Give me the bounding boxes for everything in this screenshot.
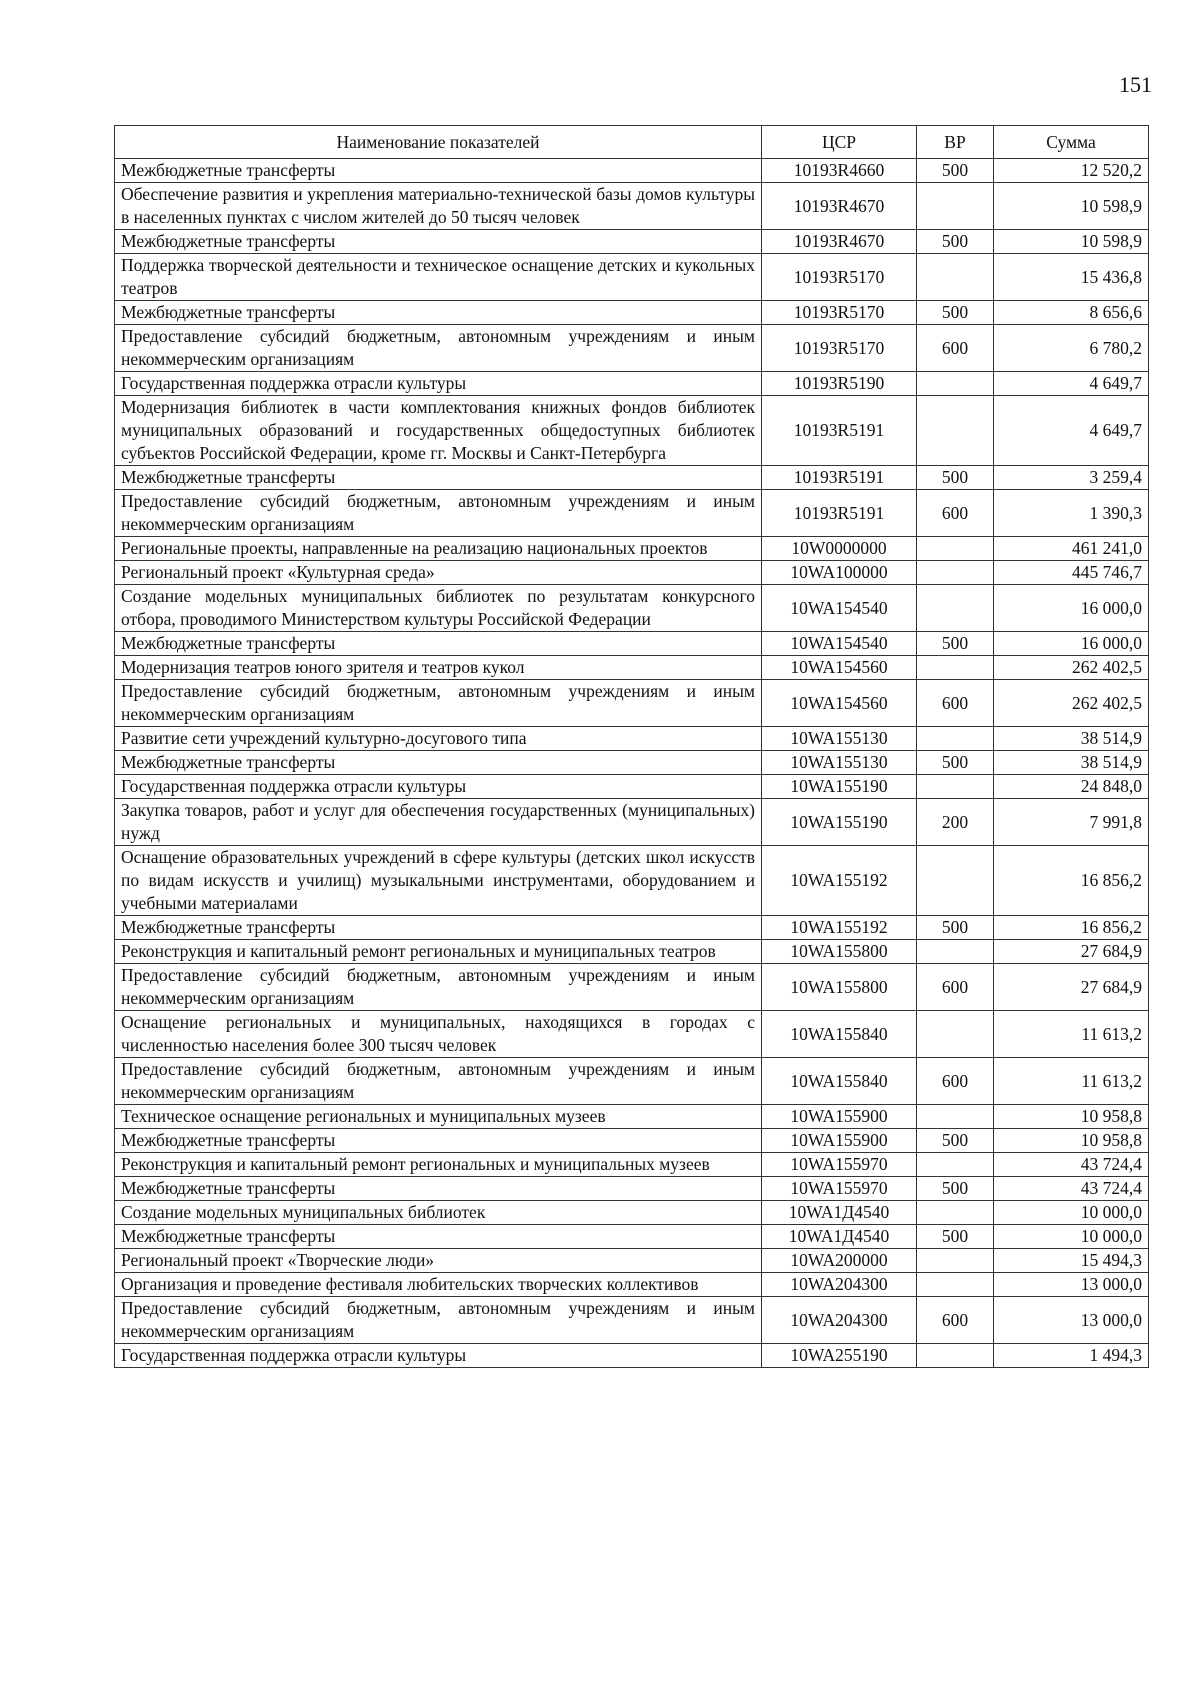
cell-sum: 8 656,6 <box>994 301 1149 325</box>
cell-vr: 500 <box>917 230 994 254</box>
cell-vr: 500 <box>917 1225 994 1249</box>
cell-sum: 6 780,2 <box>994 325 1149 372</box>
table-row <box>115 466 1149 490</box>
cell-code: 10W0000000 <box>762 537 917 561</box>
table-row <box>115 751 1149 775</box>
table-row <box>115 372 1149 396</box>
cell-sum: 43 724,4 <box>994 1177 1149 1201</box>
cell-sum: 16 000,0 <box>994 585 1149 632</box>
cell-name: Региональный проект «Культурная среда» <box>115 561 762 585</box>
table-row <box>115 230 1149 254</box>
cell-code: 10WA155192 <box>762 916 917 940</box>
table-row <box>115 1273 1149 1297</box>
cell-vr <box>917 396 994 466</box>
header-code: ЦСР <box>762 126 917 159</box>
table-row <box>115 585 1149 632</box>
header-sum: Сумма <box>994 126 1149 159</box>
cell-name: Модернизация библиотек в части комплектования книжных фондов библиотек муниципальных образований и государственных общедоступных библиотек субъектов Российской Федерации, кроме гг. Москвы и Санкт-Петербурга <box>115 396 762 466</box>
cell-name: Предоставление субсидий бюджетным, автономным учреждениям и иным некоммерческим организациям <box>115 490 762 537</box>
table-row <box>115 727 1149 751</box>
cell-name: Государственная поддержка отрасли культуры <box>115 775 762 799</box>
cell-vr: 500 <box>917 1177 994 1201</box>
cell-vr: 500 <box>917 751 994 775</box>
cell-sum: 10 000,0 <box>994 1201 1149 1225</box>
cell-code: 10WA155130 <box>762 751 917 775</box>
cell-name: Техническое оснащение региональных и муниципальных музеев <box>115 1105 762 1129</box>
cell-name: Закупка товаров, работ и услуг для обеспечения государственных (муниципальных) нужд <box>115 799 762 846</box>
cell-sum: 4 649,7 <box>994 372 1149 396</box>
table-row <box>115 1011 1149 1058</box>
cell-code: 10WA200000 <box>762 1249 917 1273</box>
cell-sum: 27 684,9 <box>994 940 1149 964</box>
table-row <box>115 1058 1149 1105</box>
cell-vr: 600 <box>917 325 994 372</box>
table-row <box>115 1344 1149 1368</box>
table-row <box>115 301 1149 325</box>
table-row <box>115 964 1149 1011</box>
cell-sum: 262 402,5 <box>994 656 1149 680</box>
cell-sum: 43 724,4 <box>994 1153 1149 1177</box>
cell-sum: 38 514,9 <box>994 727 1149 751</box>
cell-code: 10WA1Д4540 <box>762 1201 917 1225</box>
cell-sum: 3 259,4 <box>994 466 1149 490</box>
cell-vr <box>917 846 994 916</box>
cell-code: 10WA155900 <box>762 1129 917 1153</box>
cell-vr <box>917 775 994 799</box>
cell-sum: 7 991,8 <box>994 799 1149 846</box>
cell-vr <box>917 585 994 632</box>
cell-code: 10WA154540 <box>762 632 917 656</box>
cell-vr: 500 <box>917 159 994 183</box>
cell-name: Предоставление субсидий бюджетным, автономным учреждениям и иным некоммерческим организациям <box>115 964 762 1011</box>
cell-code: 10WA204300 <box>762 1297 917 1344</box>
cell-name: Межбюджетные трансферты <box>115 916 762 940</box>
cell-code: 10193R5191 <box>762 490 917 537</box>
cell-name: Поддержка творческой деятельности и техническое оснащение детских и кукольных театров <box>115 254 762 301</box>
cell-sum: 10 958,8 <box>994 1105 1149 1129</box>
cell-code: 10WA155130 <box>762 727 917 751</box>
cell-name: Оснащение региональных и муниципальных, находящихся в городах с численностью населения более 300 тысяч человек <box>115 1011 762 1058</box>
cell-code: 10193R5191 <box>762 466 917 490</box>
header-name: Наименование показателей <box>115 126 762 159</box>
cell-vr: 600 <box>917 490 994 537</box>
cell-name: Межбюджетные трансферты <box>115 1129 762 1153</box>
cell-code: 10WA155800 <box>762 964 917 1011</box>
cell-vr <box>917 940 994 964</box>
cell-vr <box>917 254 994 301</box>
table-body <box>115 159 1149 1368</box>
cell-name: Межбюджетные трансферты <box>115 1225 762 1249</box>
cell-name: Оснащение образовательных учреждений в сфере культуры (детских школ искусств по видам искусств и училищ) музыкальными инструментами, оборудованием и учебными материалами <box>115 846 762 916</box>
cell-name: Межбюджетные трансферты <box>115 466 762 490</box>
cell-code: 10193R4670 <box>762 183 917 230</box>
cell-name: Реконструкция и капитальный ремонт региональных и муниципальных музеев <box>115 1153 762 1177</box>
cell-sum: 262 402,5 <box>994 680 1149 727</box>
cell-sum: 15 436,8 <box>994 254 1149 301</box>
cell-vr <box>917 1153 994 1177</box>
table-row <box>115 680 1149 727</box>
cell-vr <box>917 1273 994 1297</box>
cell-code: 10193R5190 <box>762 372 917 396</box>
table-row <box>115 325 1149 372</box>
cell-sum: 15 494,3 <box>994 1249 1149 1273</box>
cell-sum: 11 613,2 <box>994 1058 1149 1105</box>
cell-code: 10WA155190 <box>762 775 917 799</box>
cell-vr <box>917 183 994 230</box>
cell-vr: 600 <box>917 1297 994 1344</box>
cell-name: Создание модельных муниципальных библиотек по результатам конкурсного отбора, проводимого Министерством культуры Российской Федерации <box>115 585 762 632</box>
cell-vr: 600 <box>917 964 994 1011</box>
table-header-row <box>115 126 1149 159</box>
table-row <box>115 799 1149 846</box>
cell-name: Предоставление субсидий бюджетным, автономным учреждениям и иным некоммерческим организациям <box>115 325 762 372</box>
budget-table <box>114 125 1149 1368</box>
table-row <box>115 1297 1149 1344</box>
cell-code: 10WA100000 <box>762 561 917 585</box>
cell-name: Предоставление субсидий бюджетным, автономным учреждениям и иным некоммерческим организациям <box>115 1297 762 1344</box>
cell-code: 10WA155900 <box>762 1105 917 1129</box>
table-row <box>115 940 1149 964</box>
table-row <box>115 916 1149 940</box>
cell-code: 10WA154540 <box>762 585 917 632</box>
cell-sum: 16 856,2 <box>994 916 1149 940</box>
table-row <box>115 396 1149 466</box>
cell-vr: 500 <box>917 632 994 656</box>
cell-vr: 500 <box>917 916 994 940</box>
cell-code: 10193R4670 <box>762 230 917 254</box>
cell-name: Модернизация театров юного зрителя и театров кукол <box>115 656 762 680</box>
cell-code: 10WA255190 <box>762 1344 917 1368</box>
cell-sum: 1 494,3 <box>994 1344 1149 1368</box>
cell-vr: 500 <box>917 301 994 325</box>
cell-vr <box>917 537 994 561</box>
cell-vr: 500 <box>917 1129 994 1153</box>
cell-sum: 11 613,2 <box>994 1011 1149 1058</box>
cell-name: Региональные проекты, направленные на реализацию национальных проектов <box>115 537 762 561</box>
table-row <box>115 1249 1149 1273</box>
cell-sum: 10 598,9 <box>994 183 1149 230</box>
cell-vr <box>917 372 994 396</box>
cell-vr <box>917 1249 994 1273</box>
cell-code: 10WA204300 <box>762 1273 917 1297</box>
cell-vr <box>917 1201 994 1225</box>
cell-sum: 16 000,0 <box>994 632 1149 656</box>
cell-sum: 24 848,0 <box>994 775 1149 799</box>
cell-sum: 12 520,2 <box>994 159 1149 183</box>
cell-sum: 4 649,7 <box>994 396 1149 466</box>
cell-name: Межбюджетные трансферты <box>115 751 762 775</box>
cell-code: 10WA155190 <box>762 799 917 846</box>
cell-sum: 445 746,7 <box>994 561 1149 585</box>
cell-name: Межбюджетные трансферты <box>115 230 762 254</box>
cell-code: 10WA155970 <box>762 1177 917 1201</box>
cell-sum: 1 390,3 <box>994 490 1149 537</box>
table-row <box>115 159 1149 183</box>
cell-vr: 600 <box>917 1058 994 1105</box>
cell-code: 10WA154560 <box>762 680 917 727</box>
cell-name: Развитие сети учреждений культурно-досугового типа <box>115 727 762 751</box>
cell-sum: 13 000,0 <box>994 1297 1149 1344</box>
table-row <box>115 846 1149 916</box>
cell-code: 10193R5191 <box>762 396 917 466</box>
cell-vr: 500 <box>917 466 994 490</box>
cell-code: 10WA155840 <box>762 1011 917 1058</box>
cell-code: 10WA1Д4540 <box>762 1225 917 1249</box>
table-row <box>115 1201 1149 1225</box>
cell-code: 10WA155970 <box>762 1153 917 1177</box>
table-row <box>115 632 1149 656</box>
cell-vr <box>917 1105 994 1129</box>
table-row <box>115 1105 1149 1129</box>
cell-name: Обеспечение развития и укрепления материально-технической базы домов культуры в населенных пунктах с числом жителей до 50 тысяч человек <box>115 183 762 230</box>
cell-code: 10WA155840 <box>762 1058 917 1105</box>
cell-vr <box>917 561 994 585</box>
cell-name: Предоставление субсидий бюджетным, автономным учреждениям и иным некоммерческим организациям <box>115 1058 762 1105</box>
cell-vr <box>917 1011 994 1058</box>
cell-name: Межбюджетные трансферты <box>115 632 762 656</box>
cell-code: 10193R5170 <box>762 325 917 372</box>
cell-code: 10193R5170 <box>762 254 917 301</box>
cell-code: 10WA155192 <box>762 846 917 916</box>
table-row <box>115 1225 1149 1249</box>
cell-code: 10193R4660 <box>762 159 917 183</box>
page-number: 151 <box>1119 72 1152 97</box>
cell-name: Создание модельных муниципальных библиотек <box>115 1201 762 1225</box>
cell-vr <box>917 727 994 751</box>
table-row <box>115 183 1149 230</box>
cell-name: Межбюджетные трансферты <box>115 1177 762 1201</box>
cell-sum: 38 514,9 <box>994 751 1149 775</box>
cell-code: 10193R5170 <box>762 301 917 325</box>
table-row <box>115 1129 1149 1153</box>
cell-vr: 200 <box>917 799 994 846</box>
cell-name: Организация и проведение фестиваля любительских творческих коллективов <box>115 1273 762 1297</box>
cell-name: Государственная поддержка отрасли культуры <box>115 1344 762 1368</box>
table-row <box>115 775 1149 799</box>
cell-sum: 10 958,8 <box>994 1129 1149 1153</box>
cell-sum: 13 000,0 <box>994 1273 1149 1297</box>
cell-sum: 10 598,9 <box>994 230 1149 254</box>
cell-name: Государственная поддержка отрасли культуры <box>115 372 762 396</box>
cell-vr: 600 <box>917 680 994 727</box>
cell-sum: 16 856,2 <box>994 846 1149 916</box>
table-row <box>115 656 1149 680</box>
cell-vr <box>917 1344 994 1368</box>
header-vr: ВР <box>917 126 994 159</box>
cell-name: Реконструкция и капитальный ремонт региональных и муниципальных театров <box>115 940 762 964</box>
cell-sum: 461 241,0 <box>994 537 1149 561</box>
cell-name: Предоставление субсидий бюджетным, автономным учреждениям и иным некоммерческим организациям <box>115 680 762 727</box>
table-row <box>115 254 1149 301</box>
table-row <box>115 1177 1149 1201</box>
table-row <box>115 1153 1149 1177</box>
cell-code: 10WA154560 <box>762 656 917 680</box>
cell-name: Региональный проект «Творческие люди» <box>115 1249 762 1273</box>
cell-code: 10WA155800 <box>762 940 917 964</box>
cell-name: Межбюджетные трансферты <box>115 301 762 325</box>
cell-name: Межбюджетные трансферты <box>115 159 762 183</box>
cell-sum: 27 684,9 <box>994 964 1149 1011</box>
table-row <box>115 490 1149 537</box>
table-row <box>115 561 1149 585</box>
table-row <box>115 537 1149 561</box>
cell-vr <box>917 656 994 680</box>
cell-sum: 10 000,0 <box>994 1225 1149 1249</box>
